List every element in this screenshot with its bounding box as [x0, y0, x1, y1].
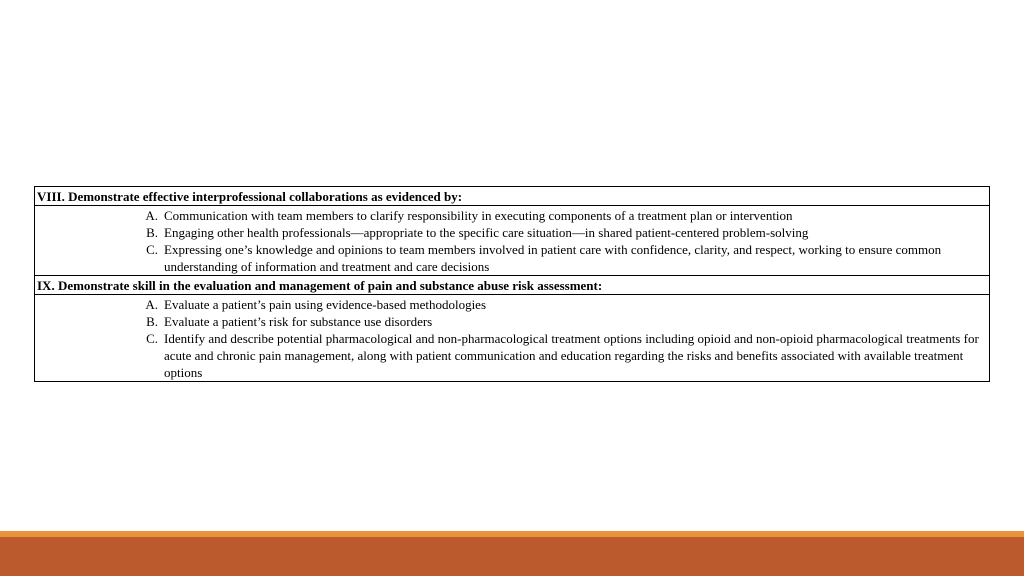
section-items-row [35, 206, 990, 276]
item-text: Communication with team members to clarify responsibility in executing components of a treatment plan or intervention [164, 208, 793, 223]
list-item [37, 224, 987, 241]
footer-band [0, 537, 1024, 576]
item-text: Engaging other health professionals—appropriate to the specific care situation—in shared patient-centered problem-solving [164, 225, 809, 240]
competency-table [34, 186, 990, 382]
item-letter: C. [146, 331, 158, 346]
list-item [37, 296, 987, 313]
section-heading-row [35, 276, 990, 295]
item-text: Evaluate a patient’s pain using evidence-based methodologies [164, 297, 487, 312]
section-items [35, 295, 990, 382]
section-items [35, 206, 990, 276]
item-text: Identify and describe potential pharmacological and non-pharmacological treatment options including opioid and non-opioid pharmacological treatments for acute and chronic pain management, along with patient communication and education regarding the risks and benefits associated with available treatment options [164, 331, 979, 380]
item-letter: A. [145, 297, 158, 312]
item-letter: B. [146, 225, 158, 240]
section-heading-row [35, 187, 990, 206]
section-heading: VIII. Demonstrate effective interprofessional collaborations as evidenced by: [35, 187, 990, 206]
list-item [37, 330, 987, 381]
list-item [37, 241, 987, 275]
section-heading: IX. Demonstrate skill in the evaluation and management of pain and substance abuse risk assessment: [35, 276, 990, 295]
item-text: Expressing one’s knowledge and opinions to team members involved in patient care with confidence, clarity, and respect, working to ensure common understanding of information and treatment and care decisions [164, 242, 942, 274]
item-text: Evaluate a patient’s risk for substance use disorders [164, 314, 433, 329]
section-items-row [35, 295, 990, 382]
list-item [37, 313, 987, 330]
list-item [37, 207, 987, 224]
item-letter: B. [146, 314, 158, 329]
item-letter: A. [145, 208, 158, 223]
item-letter: C. [146, 242, 158, 257]
